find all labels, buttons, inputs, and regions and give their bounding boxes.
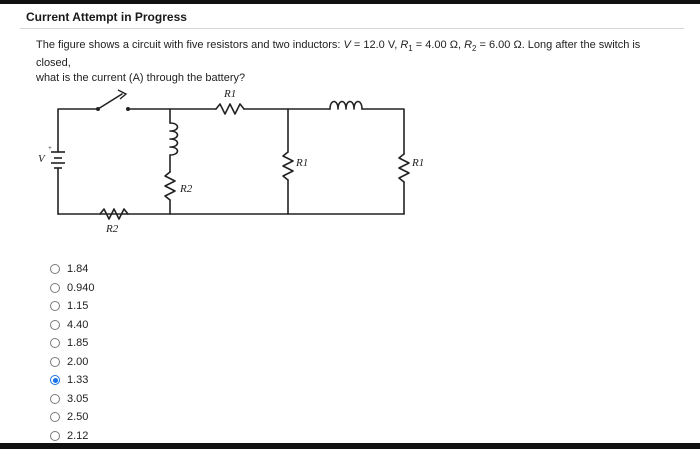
answer-option[interactable] bbox=[50, 316, 95, 335]
option-label: 1.33 bbox=[67, 374, 89, 387]
inductor-top-icon bbox=[330, 102, 362, 110]
question-line2: what is the current (A) through the battery? bbox=[36, 72, 246, 85]
answer-option[interactable] bbox=[50, 390, 95, 409]
resistor-r1-middle-icon bbox=[283, 152, 293, 180]
resistor-r1-top-icon bbox=[216, 104, 244, 114]
option-label: 1.84 bbox=[67, 263, 89, 276]
answer-option[interactable] bbox=[50, 297, 95, 316]
inductor-middle-icon bbox=[170, 123, 178, 155]
answer-option[interactable] bbox=[50, 353, 95, 372]
question-line1: The figure shows a circuit with five resistors and two inductors: V = 12.0 V, $R_1 = 4.00$ Ω, $R_2 = 6.00$ Ω. Long after the switch is closed, bbox=[36, 39, 641, 70]
radio-button[interactable] bbox=[50, 320, 60, 330]
answer-options bbox=[50, 260, 95, 445]
r1-top-label: R1 bbox=[224, 88, 237, 100]
option-label: 3.05 bbox=[67, 392, 89, 405]
answer-option[interactable] bbox=[50, 279, 95, 298]
radio-button[interactable] bbox=[50, 431, 60, 441]
top-border bbox=[0, 0, 700, 4]
answer-option[interactable] bbox=[50, 408, 95, 427]
option-label: 1.85 bbox=[67, 337, 89, 350]
option-label: 1.15 bbox=[67, 300, 89, 313]
radio-button[interactable] bbox=[50, 301, 60, 311]
radio-button[interactable] bbox=[50, 394, 60, 404]
circuit-diagram bbox=[30, 80, 450, 240]
radio-button[interactable] bbox=[50, 283, 60, 293]
question-text bbox=[36, 38, 676, 86]
radio-button[interactable] bbox=[50, 338, 60, 348]
resistor-r2-middle-icon bbox=[165, 172, 175, 200]
radio-button[interactable] bbox=[50, 412, 60, 422]
title-divider bbox=[20, 28, 684, 29]
option-label: 2.50 bbox=[67, 411, 89, 424]
option-label: 0.940 bbox=[67, 281, 95, 294]
radio-button[interactable] bbox=[50, 264, 60, 274]
page-title: Current Attempt in Progress bbox=[26, 10, 187, 24]
r1-middle-label: R1 bbox=[296, 157, 309, 169]
answer-option[interactable] bbox=[50, 260, 95, 279]
r2-bottom-label: R2 bbox=[106, 223, 119, 235]
radio-button[interactable] bbox=[50, 375, 60, 385]
r2-inductor-branch-label: R2 bbox=[180, 183, 193, 195]
battery-icon bbox=[51, 152, 65, 168]
switch-icon bbox=[98, 94, 122, 109]
battery-plus-label: + bbox=[48, 144, 52, 152]
option-label: 2.12 bbox=[67, 429, 89, 442]
answer-option[interactable] bbox=[50, 371, 95, 390]
resistor-r1-right-icon bbox=[399, 154, 409, 182]
option-label: 2.00 bbox=[67, 355, 89, 368]
option-label: 4.40 bbox=[67, 318, 89, 331]
answer-option[interactable] bbox=[50, 334, 95, 353]
bottom-border bbox=[0, 443, 700, 449]
battery-v-label: V bbox=[38, 153, 45, 165]
radio-button[interactable] bbox=[50, 357, 60, 367]
r1-right-label: R1 bbox=[412, 157, 425, 169]
